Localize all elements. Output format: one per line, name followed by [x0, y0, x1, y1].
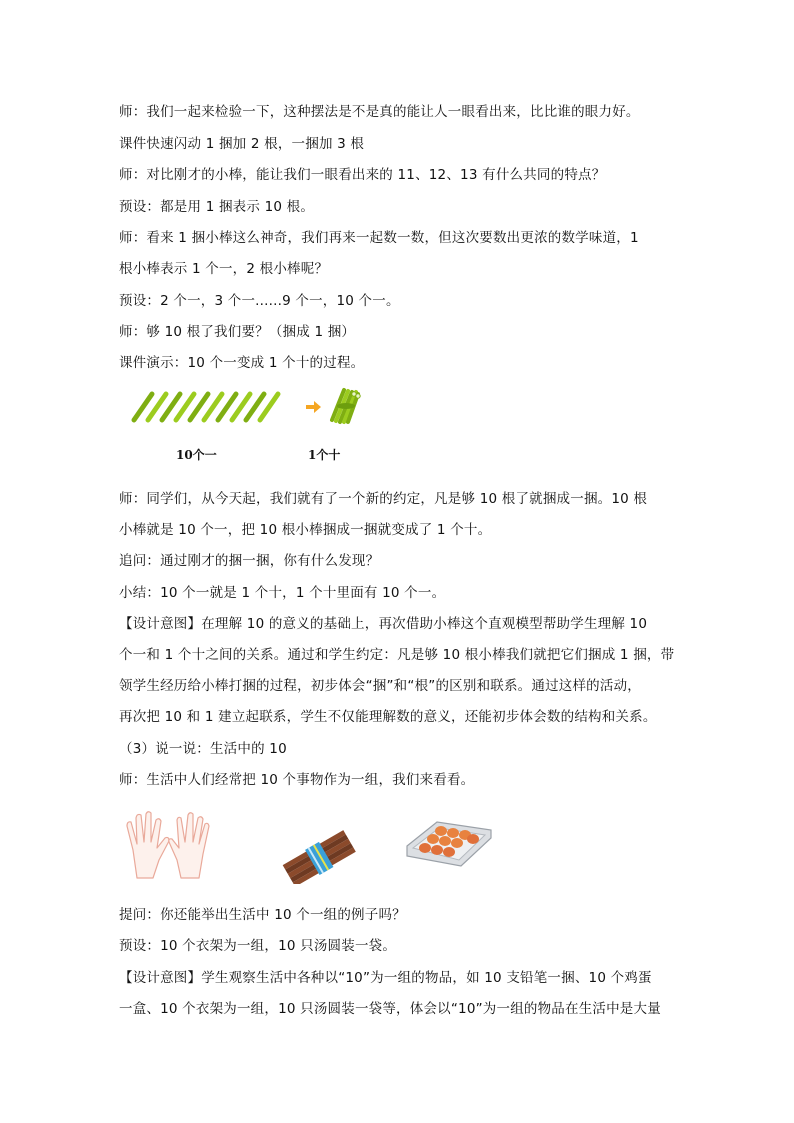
section-heading: （3）说一说：生活中的 10 [119, 741, 287, 757]
paragraph: 师：我们一起来检验一下，这种摆法是不是真的能让人一眼看出来，比比谁的眼力好。 [119, 104, 640, 120]
stick-bundle-icon [332, 390, 360, 422]
design-intent: 个一和 1 个十之间的关系。通过和学生约定：凡是够 10 根小棒我们就把它们捆成 1 捆，带 [119, 647, 675, 663]
paragraph: 提问：你还能举出生活中 10 个一组的例子吗？ [119, 907, 406, 923]
paragraph: 课件演示：10 个一变成 1 个十的过程。 [119, 355, 365, 371]
design-intent: 一盒、10 个衣架为一组，10 只汤圆装一袋等，体会以“10”为一组的物品在生活中是大量 [119, 1001, 661, 1017]
ten-sticks [134, 394, 278, 420]
egg-carton-icon [407, 822, 491, 866]
design-intent: 领学生经历给小棒打捆的过程，初步体会“捆”和“根”的区别和联系。通过这样的活动， [119, 678, 641, 694]
paragraph: 追问：通过刚才的捆一捆，你有什么发现？ [119, 553, 380, 569]
paragraph: 根小棒表示 1 个一，2 根小棒呢？ [119, 261, 329, 277]
paragraph: 预设：10 个衣架为一组，10 只汤圆装一袋。 [119, 938, 397, 954]
caption-ten-ones: 10个一 [176, 448, 217, 462]
sticks-illustration [128, 384, 378, 444]
paragraph: 课件快速闪动 1 捆加 2 根，一捆加 3 根 [119, 136, 365, 152]
paragraph: 师：对比刚才的小棒，能让我们一眼看出来的 11、12、13 有什么共同的特点？ [119, 167, 606, 183]
paragraph: 小结：10 个一就是 1 个十，1 个十里面有 10 个一。 [119, 585, 446, 601]
sticks-figure [128, 384, 378, 464]
paragraph: 预设：都是用 1 捆表示 10 根。 [119, 199, 315, 215]
design-intent: 【设计意图】在理解 10 的意义的基础上，再次借助小棒这个直观模型帮助学生理解 10 [119, 616, 648, 632]
design-intent: 【设计意图】学生观察生活中各种以“10”为一组的物品，如 10 支铅笔一捆、10 个鸡蛋 [119, 970, 652, 986]
hands-icon [127, 812, 209, 878]
arrow-icon [306, 401, 321, 413]
design-intent: 再次把 10 和 1 建立起联系，学生不仅能理解数的意义，还能初步体会数的结构和关系。 [119, 709, 657, 725]
paragraph: 师：生活中人们经常把 10 个事物作为一组，我们来看看。 [119, 772, 475, 788]
paragraph: 小棒就是 10 个一，把 10 根小棒捆成一捆就变成了 1 个十。 [119, 522, 492, 538]
paragraph: 师：够 10 根了我们要？（捆成 1 捆） [119, 324, 356, 340]
paragraph: 师：看来 1 捆小棒这么神奇，我们再来一起数一数，但这次要数出更浓的数学味道，1 [119, 230, 639, 246]
caption-one-ten: 1个十 [308, 448, 341, 462]
paragraph: 师：同学们，从今天起，我们就有了一个新的约定，凡是够 10 根了就捆成一捆。10 根 [119, 491, 648, 507]
pencil-bundle-icon [282, 828, 357, 884]
life-examples-figure [119, 808, 519, 884]
paragraph: 预设：2 个一，3 个一......9 个一，10 个一。 [119, 293, 400, 309]
life-examples-illustration [119, 808, 519, 884]
